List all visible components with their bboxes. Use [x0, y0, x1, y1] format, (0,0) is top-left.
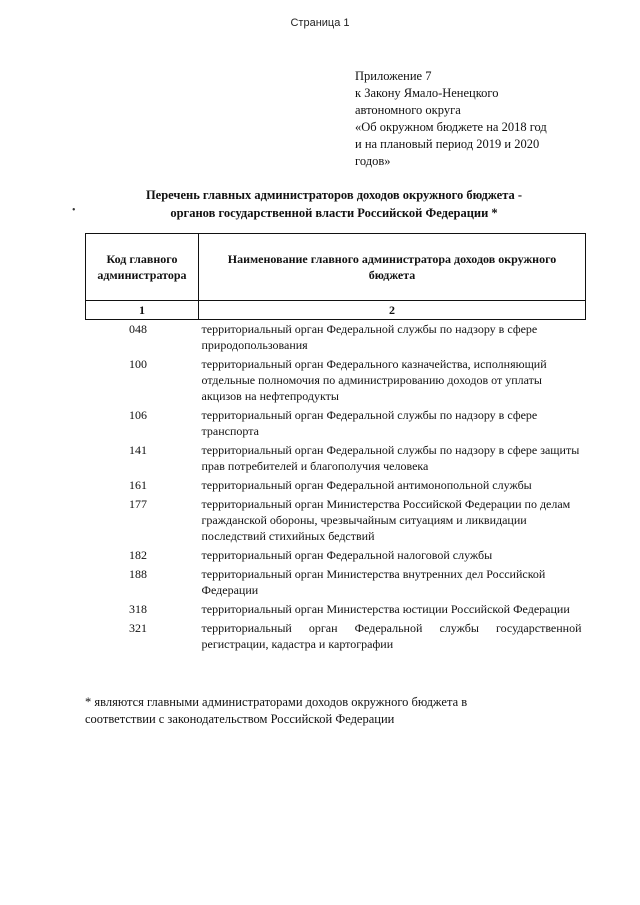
row-code: 106 [129, 408, 147, 422]
row-name: территориальный орган Федеральной налоговой службы [201, 548, 493, 562]
row-code: 100 [129, 357, 147, 371]
table-row [86, 407, 586, 442]
appendix-heading [355, 68, 615, 170]
row-name: территориальный орган Федеральной службы по надзору в сфере транспорта [201, 408, 538, 438]
footnote-line: соответствии с законодательством Российской Федерации [85, 712, 395, 726]
appendix-line: автономного округа [355, 103, 461, 117]
stray-scan-mark: • [72, 205, 76, 216]
row-code: 177 [129, 497, 147, 511]
appendix-line: Приложение 7 [355, 69, 432, 83]
row-name: территориальный орган Федеральной службы по надзору в сфере природопользования [201, 322, 538, 352]
appendix-line: «Об окружном бюджете на 2018 год [355, 120, 547, 134]
table-row [86, 620, 586, 655]
table-row [86, 547, 586, 566]
appendix-line: и на плановый период 2019 и 2020 [355, 137, 540, 151]
row-code: 318 [129, 602, 147, 616]
title-line: органов государственной власти Российской Федерации * [170, 206, 498, 220]
table-row [86, 601, 586, 620]
row-name: территориальный орган Федеральной службы по надзору в сфере защиты прав потребителей и благополучия человека [201, 443, 580, 473]
table-row [86, 566, 586, 601]
column-number: 2 [199, 301, 586, 320]
title-line: Перечень главных администраторов доходов окружного бюджета - [145, 188, 523, 202]
row-code: 048 [129, 322, 147, 336]
row-name: территориальный орган Федеральной антимонопольной службы [201, 478, 532, 492]
document-title [60, 186, 608, 222]
row-code: 161 [129, 478, 147, 492]
footnote-line: * являются главными администраторами доходов окружного бюджета в [85, 695, 468, 709]
column-number: 1 [86, 301, 199, 320]
row-name: территориальный орган Министерства внутренних дел Российской Федерации [201, 567, 546, 597]
row-code: 141 [129, 443, 147, 457]
header-name: Наименование главного администратора доходов окружного бюджета [199, 234, 586, 301]
administrators-table [85, 233, 586, 655]
row-name: территориальный орган Федерального казначейства, исполняющий отдельные полномочия по администрированию доходов от уплаты акцизов на нефтепродукты [201, 357, 547, 403]
row-code: 182 [129, 548, 147, 562]
table-row [86, 496, 586, 547]
page-label: Страница 1 [290, 17, 350, 29]
row-name: территориальный орган Министерства юстиции Российской Федерации [201, 602, 570, 616]
header-code: Код главного администратора [86, 234, 199, 301]
appendix-line: к Закону Ямало-Ненецкого [355, 86, 499, 100]
footnote [85, 694, 605, 728]
row-name: территориальный орган Федеральной службы государственной регистрации, кадастра и картографии [201, 621, 582, 651]
row-name: территориальный орган Министерства Российской Федерации по делам гражданской обороны, чрезвычайным ситуациям и ликвидации последствий стихийных бедствий [201, 497, 571, 543]
appendix-line: годов» [355, 154, 391, 168]
table-row [86, 320, 586, 357]
row-code: 321 [129, 621, 147, 635]
row-code: 188 [129, 567, 147, 581]
table-row [86, 477, 586, 496]
table-row [86, 356, 586, 407]
table-row [86, 442, 586, 477]
